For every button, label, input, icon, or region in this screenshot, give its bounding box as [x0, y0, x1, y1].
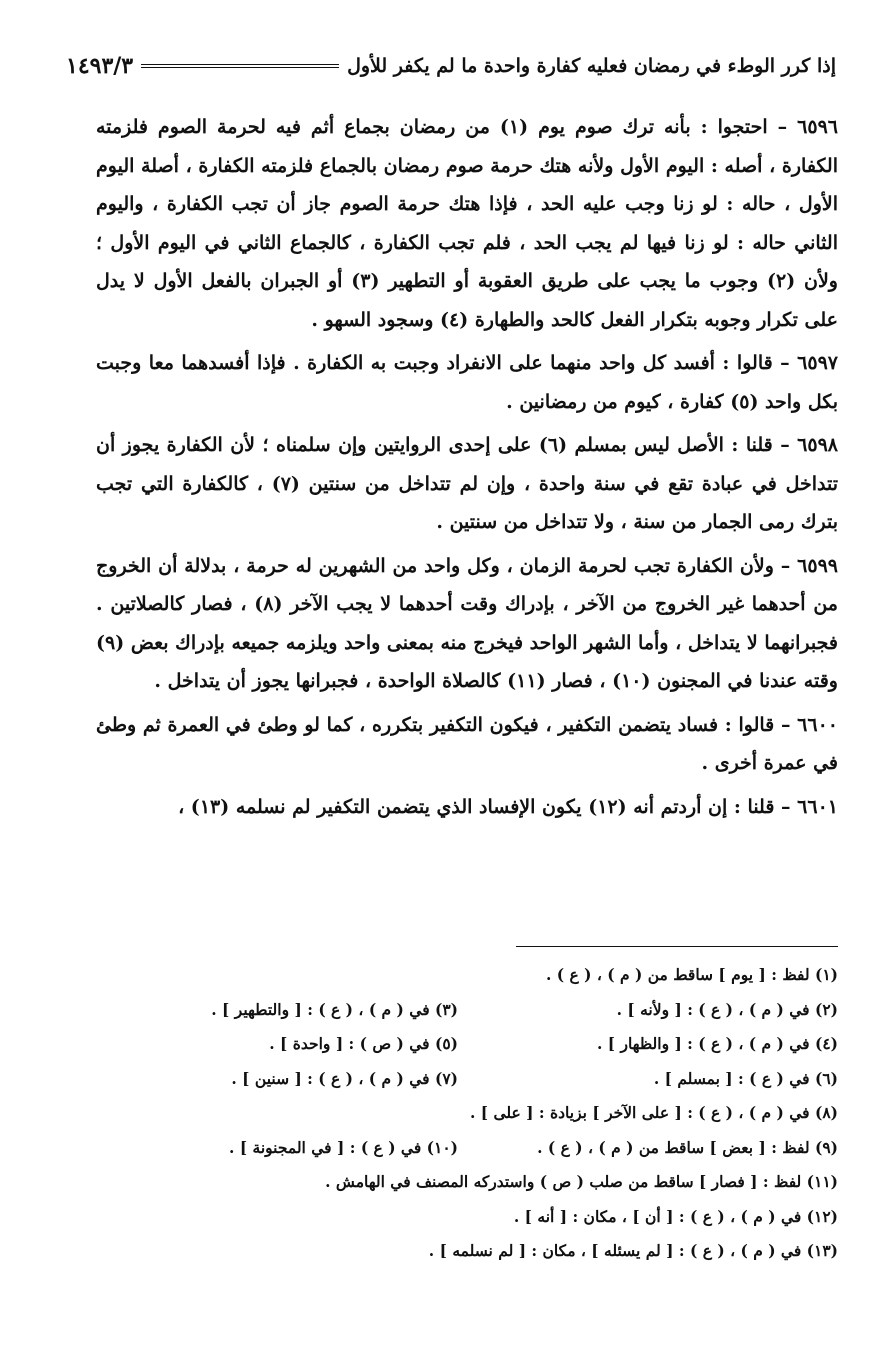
footnote-row — [96, 1165, 838, 1200]
paragraph-number: ٦٥٩٦ — [797, 116, 838, 138]
footnote: (٧) في ( م ) ، ( ع ) : [ سنين ] . — [231, 1068, 458, 1088]
paragraph-number: ٦٦٠١ — [797, 795, 838, 818]
paragraph: ٦٥٩٨ – قلنا : الأصل ليس بمسلم (٦) على إحدى الروايتين وإن سلمناه ؛ لأن الكفارة يجوز أن تتداخل في عبادة تقع في سنة واحدة ، وإن لم تتداخل من سنتين (٧) ، كالكفارة التي تجب بترك رمى الجمار من سنة ، ولا تتداخل من سنتين . — [96, 434, 839, 533]
paragraph: ٦٦٠٠ – قالوا : فساد يتضمن التكفير ، فيكون التكفير بتكرره ، كما لو وطئ في العمرة ثم وطئ في عمرة أخرى . — [96, 713, 838, 774]
paragraph-text: قلنا : الأصل ليس بمسلم (٦) على إحدى الروايتين وإن سلمناه ؛ لأن الكفارة يجوز أن تتداخل في عبادة تقع في سنة واحدة ، وإن لم تتداخل من سنتين (٧) ، كالكفارة التي تجب بترك رمى الجمار من سنة ، ولا تتداخل من سنتين . — [96, 434, 839, 533]
paragraph-text: قالوا : فساد يتضمن التكفير ، فيكون التكفير بتكرره ، كما لو وطئ في العمرة ثم وطئ في عمرة أخرى . — [96, 713, 838, 774]
header-divider — [141, 64, 339, 68]
main-text — [96, 108, 838, 831]
footnote: (١١) لفظ : [ فصار ] ساقط من صلب ( ص ) واستدركه المصنف في الهامش . — [325, 1172, 838, 1191]
footnote-row — [96, 1096, 838, 1131]
page-number: ١٤٩٣/٣ — [66, 53, 134, 79]
paragraph-text: ولأن الكفارة تجب لحرمة الزمان ، وكل واحد من الشهرين له حرمة ، بدلالة أن الخروج من أحدهما غير الخروج من الآخر ، بإدراك وقت أحدهما لا يجب الآخر (٨) ، فصار كالصلاتين . فجبرانهما لا يتداخل ، وأما الشهر الواحد فيخرج منه بمعنى واحد ويلزمه جميعه بإدراك بعض (٩) وقته عندنا في المجنون (١٠) ، فصار (١١) كالصلاة الواحدة ، فجبرانها يجوز أن يتداخل . — [96, 554, 838, 692]
footnote: (٨) في ( م ) ، ( ع ) : [ على الآخر ] بزيادة : [ على ] . — [469, 1103, 838, 1122]
chapter-title: إذا كرر الوطء في رمضان فعليه كفارة واحدة ما لم يكفر للأول — [347, 55, 836, 77]
paragraph: ٦٥٩٩ – ولأن الكفارة تجب لحرمة الزمان ، وكل واحد من الشهرين له حرمة ، بدلالة أن الخروج من أحدهما غير الخروج من الآخر ، بإدراك وقت أحدهما لا يجب الآخر (٨) ، فصار كالصلاتين . فجبرانهما لا يتداخل ، وأما الشهر الواحد فيخرج منه بمعنى واحد ويلزمه جميعه بإدراك بعض (٩) وقته عندنا في المجنون (١٠) ، فصار (١١) كالصلاة الواحدة ، فجبرانها يجوز أن يتداخل . — [96, 554, 838, 692]
paragraph-text: احتجوا : بأنه ترك صوم يوم (١) من رمضان بجماع أثم فيه لحرمة الصوم فلزمته الكفارة ، أصله : اليوم الأول ولأنه هتك حرمة صوم رمضان بالجماع فلزمته الكفارة ، أصلة اليوم الأول ، حاله : لو زنا وجب عليه الحد ، فإذا هتك حرمة الصوم جاز أن تجب الكفارة ، واليوم الثاني حاله : لو زنا فيها لم يجب الحد ، فلم تجب الكفارة ، كالجماع الثاني في اليوم الأول ؛ ولأن (٢) وجوب ما يجب على طريق العقوبة أو التطهير (٣) أو الجبران بالفعل الأول لا يدل على تكرار وجوبه بتكرار الفعل كالحد والطهارة (٤) وسجود السهو . — [96, 116, 838, 331]
footnote-row — [96, 1027, 838, 1062]
footnotes — [96, 958, 838, 1269]
running-header — [66, 46, 836, 86]
paragraph-text: قالوا : أفسد كل واحد منهما على الانفراد وجبت به الكفارة . فإذا أفسدهما معا وجبت بكل واحد (٥) كفارة ، كيوم من رمضانين . — [96, 352, 838, 413]
footnote: (٩) لفظ : [ بعض ] ساقط من ( م ) ، ( ع ) . — [537, 1137, 838, 1157]
paragraph: ٦٥٩٧ – قالوا : أفسد كل واحد منهما على الانفراد وجبت به الكفارة . فإذا أفسدهما معا وجبت بكل واحد (٥) كفارة ، كيوم من رمضانين . — [96, 352, 838, 413]
footnote-row — [96, 1131, 838, 1166]
paragraph-text: قلنا : إن أردتم أنه (١٢) يكون الإفساد الذي يتضمن التكفير لم نسلمه (١٣) ، — [178, 795, 775, 818]
paragraph-number: ٦٥٩٨ — [797, 434, 838, 456]
footnote: (٣) في ( م ) ، ( ع ) : [ والتطهير ] . — [211, 999, 458, 1019]
footnote-row — [96, 1062, 838, 1097]
footnote-row — [96, 958, 838, 993]
footnote-separator — [516, 946, 838, 947]
footnote: (١٠) في ( ع ) : [ في المجنونة ] . — [229, 1137, 458, 1157]
paragraph-number: ٦٥٩٩ — [797, 554, 838, 577]
footnote: (٤) في ( م ) ، ( ع ) : [ والظهار ] . — [596, 1034, 838, 1053]
paragraph: ٦٥٩٦ – احتجوا : بأنه ترك صوم يوم (١) من رمضان بجماع أثم فيه لحرمة الصوم فلزمته الكفارة ، أصله : اليوم الأول ولأنه هتك حرمة صوم رمضان بالجماع فلزمته الكفارة ، أصلة اليوم الأول ، حاله : لو زنا وجب عليه الحد ، فإذا هتك حرمة الصوم جاز أن تجب الكفارة ، واليوم الثاني حاله : لو زنا فيها لم يجب الحد ، فلم تجب الكفارة ، كالجماع الثاني في اليوم الأول ؛ ولأن (٢) وجوب ما يجب على طريق العقوبة أو التطهير (٣) أو الجبران بالفعل الأول لا يدل على تكرار وجوبه بتكرار الفعل كالحد والطهارة (٤) وسجود السهو . — [96, 116, 838, 331]
footnote: (٥) في ( ص ) : [ واحدة ] . — [269, 1034, 458, 1053]
footnote-row — [96, 993, 838, 1028]
footnote: (١) لفظ : [ يوم ] ساقط من ( م ) ، ( ع ) . — [545, 965, 838, 984]
footnote-row — [96, 1234, 838, 1269]
paragraph-number: ٦٥٩٧ — [797, 352, 838, 374]
footnote: (٦) في ( ع ) : [ بمسلم ] . — [653, 1068, 838, 1088]
paragraph: ٦٦٠١ – قلنا : إن أردتم أنه (١٢) يكون الإفساد الذي يتضمن التكفير لم نسلمه (١٣) ، — [178, 795, 838, 818]
footnote-row — [96, 1200, 838, 1235]
footnote: (١٣) في ( م ) ، ( ع ) : [ لم يسئله ] ، مكان : [ لم نسلمه ] . — [428, 1241, 838, 1260]
footnote: (١٢) في ( م ) ، ( ع ) : [ أن ] ، مكان : [ أنه ] . — [513, 1206, 838, 1226]
footnote: (٢) في ( م ) ، ( ع ) : [ ولأنه ] . — [616, 999, 838, 1019]
paragraph-number: ٦٦٠٠ — [797, 713, 838, 736]
